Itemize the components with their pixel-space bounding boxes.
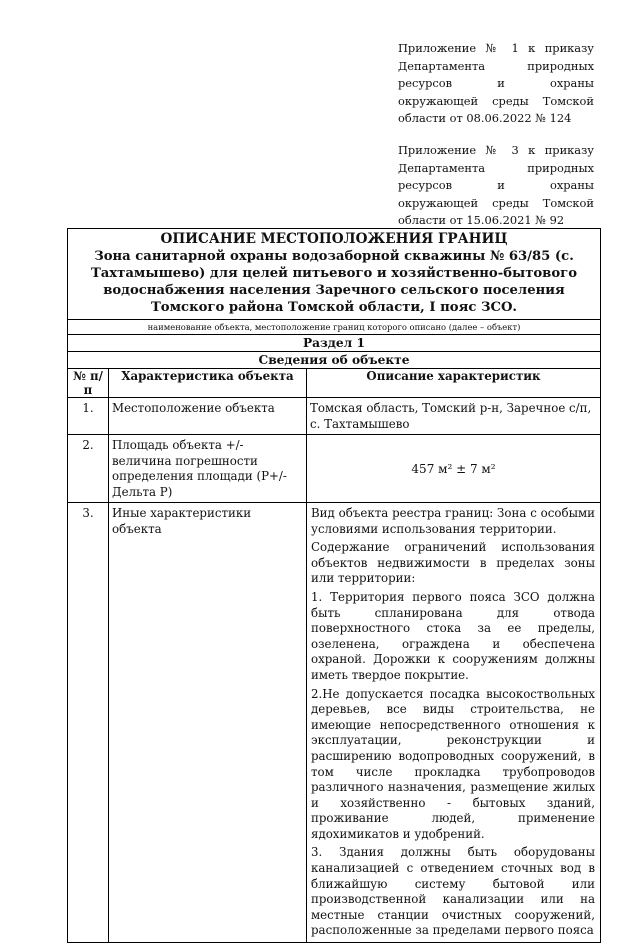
object-name: Зона санитарной охраны водозаборной скважины № 63/85 (с. Тахтамышево) для целей питьевого и хозяйственно-бытового водоснабжения населения Заречного сельского поселения Томского района Томской области, I пояс ЗСО. [90,249,578,315]
description-paragraph: Вид объекта реестра границ: Зона с особыми условиями использования территории. [311,506,595,536]
document-heading [68,229,601,320]
column-header-description: Описание характеристик [307,369,601,398]
row-description-area: 457 м² ± 7 м² [307,435,601,503]
row-characteristic: Площадь объекта +/- величина погрешности определения площади (Р+/- Дельта Р) [109,435,307,503]
row-characteristic: Иные характеристики объекта [109,503,307,943]
section-subtitle: Сведения об объекте [68,352,601,369]
document-title: ОПИСАНИЕ МЕСТОПОЛОЖЕНИЯ ГРАНИЦ [160,231,508,247]
description-paragraph: 3. Здания должны быть оборудованы канализацией с отведением сточных вод в ближайшую систему бытовой или производственной канализации или на местные станции очистных сооружений, расположенные за пределами первого пояса [311,845,595,938]
row-number: 2. [68,435,109,503]
appendix-note-2: Приложение № 3 к приказу Департамента природных ресурсов и охраны окружающей среды Томской области от 15.06.2021 № 92 [398,143,594,228]
row-number: 3. [68,503,109,943]
column-header-characteristic: Характеристика объекта [109,369,307,398]
column-header-num: № п/п [68,369,109,398]
table-row [68,398,601,435]
section-title: Раздел 1 [68,335,601,352]
boundary-description-table [67,228,601,943]
row-number: 1. [68,398,109,435]
table-row [68,435,601,503]
table-row [68,503,601,943]
description-paragraph: 1. Территория первого пояса ЗСО должна быть спланирована для отвода поверхностного стока за ее пределы, озеленена, ограждена и обеспечена охраной. Дорожки к сооружениям должны иметь твердое покрытие. [311,589,595,682]
description-paragraph: 2.Не допускается посадка высокоствольных деревьев, все виды строительства, не имеющие непосредственного отношения к эксплуатации, реконструкции и расширению водопроводных сооружений, в том числе прокладка трубопроводов различного назначения, размещение жилых и хозяйственно - бытовых зданий, проживание людей, применение ядохимикатов и удобрений. [311,686,595,841]
object-caption: наименование объекта, местоположение границ которого описано (далее – объект) [68,320,601,335]
row-description: Томская область, Томский р-н, Заречное с/п, с. Тахтамышево [307,398,601,435]
description-paragraph: Содержание ограничений использования объектов недвижимости в пределах зоны или территории: [311,540,595,586]
appendix-note-1: Приложение № 1 к приказу Департамента природных ресурсов и охраны окружающей среды Томской области от 08.06.2022 № 124 [398,41,594,126]
table-header-row [68,369,601,398]
row-description-other [307,503,601,943]
row-characteristic: Местоположение объекта [109,398,307,435]
